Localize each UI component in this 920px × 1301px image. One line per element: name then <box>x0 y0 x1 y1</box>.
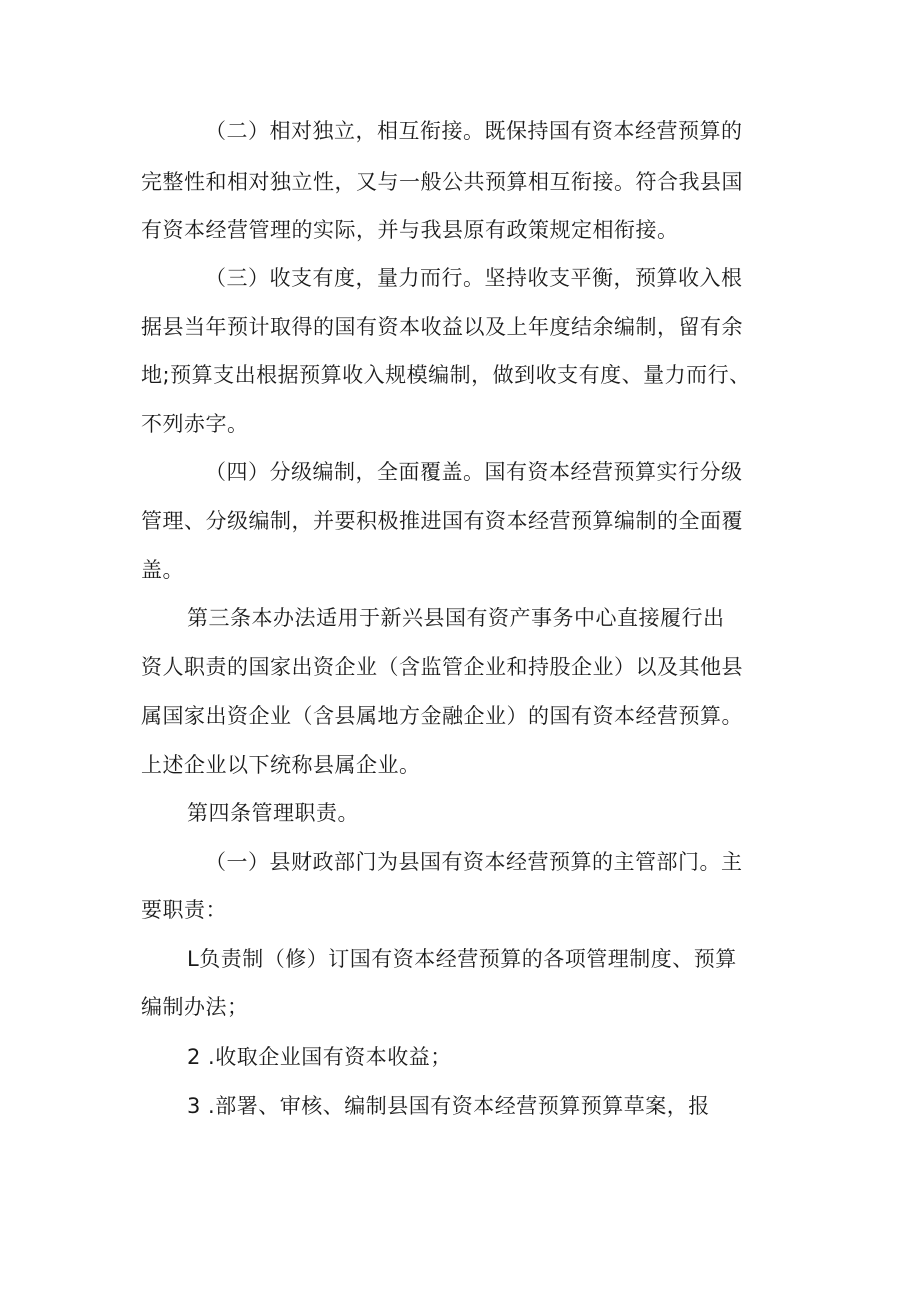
text-line: 要职责： <box>141 898 227 922</box>
text-line: （四）分级编制，全面覆盖。国有资本经营预算实行分级 <box>205 460 743 484</box>
text-line: 管理、分级编制，并要积极推进国有资本经营预算编制的全面覆 <box>141 509 743 533</box>
text-line: L负责制（修）订国有资本经营预算的各项管理制度、预算 <box>187 947 737 971</box>
text-line: 3 .部署、审核、编制县国有资本经营预算预算草案，报 <box>187 1094 710 1118</box>
text-line: （二）相对独立，相互衔接。既保持国有资本经营预算的 <box>205 119 743 143</box>
text-line: 第三条本办法适用于新兴县国有资产事务中心直接履行出 <box>187 606 725 630</box>
text-line: 属国家出资企业（含县属地方金融企业）的国有资本经营预算。 <box>141 704 743 728</box>
text-line: 2 .收取企业国有资本收益； <box>187 1045 452 1069</box>
text-line: 资人职责的国家出资企业（含监管企业和持股企业）以及其他县 <box>141 655 743 679</box>
text-line: 完整性和相对独立性，又与一般公共预算相互衔接。符合我县国 <box>141 170 743 194</box>
text-line: 上述企业以下统称县属企业。 <box>141 753 421 777</box>
text-line: （三）收支有度，量力而行。坚持收支平衡，预算收入根 <box>205 266 743 290</box>
text-line: 第四条管理职责。 <box>187 801 359 825</box>
text-line: 据县当年预计取得的国有资本收益以及上年度结余编制，留有余 <box>141 315 743 339</box>
text-line: 有资本经营管理的实际，并与我县原有政策规定相衔接。 <box>141 218 679 242</box>
text-line: 编制办法； <box>141 995 249 1019</box>
text-line: 不列赤字。 <box>141 412 249 436</box>
text-line: 盖。 <box>141 558 184 582</box>
text-line: 地;预算支出根据预算收入规模编制，做到收支有度、量力而行、 <box>141 363 751 387</box>
text-line: （一）县财政部门为县国有资本经营预算的主管部门。主 <box>205 850 743 874</box>
